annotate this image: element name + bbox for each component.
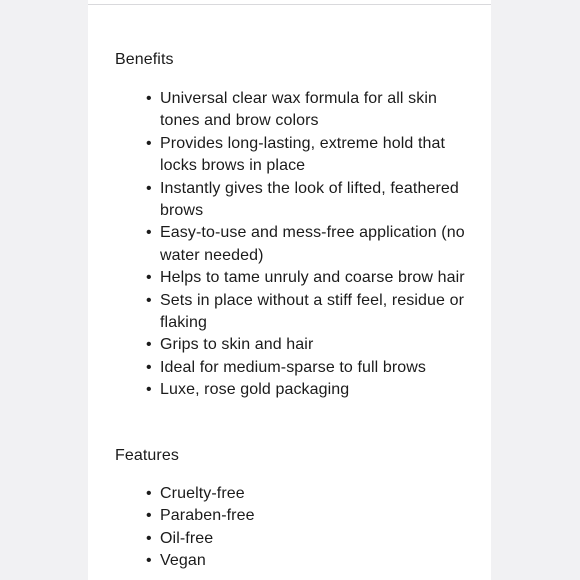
- list-item: [146, 550, 476, 572]
- benefit-text: Sets in place without a stiff feel, residue or flaking: [160, 291, 465, 332]
- bullet-icon: •: [146, 336, 152, 354]
- list-item: [146, 178, 476, 223]
- bullet-icon: •: [146, 90, 152, 107]
- bullet-icon: •: [146, 224, 152, 242]
- benefit-text: Provides long-lasting, extreme hold that locks brows in place: [160, 134, 446, 175]
- list-item: [146, 357, 476, 379]
- benefit-text: Grips to skin and hair: [160, 336, 314, 354]
- list-item: [146, 483, 476, 505]
- bullet-icon: •: [146, 552, 152, 570]
- list-item: [146, 528, 476, 550]
- list-item: [146, 290, 476, 335]
- bullet-icon: •: [146, 134, 152, 152]
- feature-text: Vegan: [160, 552, 206, 570]
- bullet-icon: •: [146, 381, 152, 399]
- bullet-icon: •: [146, 485, 152, 502]
- list-item: [146, 267, 476, 289]
- list-item: [146, 379, 476, 401]
- benefits-heading: Benefits: [115, 51, 174, 68]
- product-details-card: [88, 0, 491, 580]
- feature-text: Oil-free: [160, 529, 214, 547]
- list-item: [146, 133, 476, 178]
- list-item: [146, 505, 476, 527]
- benefit-text: Helps to tame unruly and coarse brow hair: [160, 269, 465, 287]
- benefit-text: Easy-to-use and mess-free application (no water needed): [160, 224, 465, 264]
- features-list: [146, 483, 476, 573]
- list-item: [146, 222, 476, 267]
- bullet-icon: •: [146, 358, 152, 376]
- benefits-list: [146, 88, 476, 402]
- top-divider: [88, 4, 491, 5]
- benefit-text: Ideal for medium-sparse to full brows: [160, 358, 427, 376]
- bullet-icon: •: [146, 179, 152, 197]
- list-item: [146, 88, 476, 133]
- benefit-text: Universal clear wax formula for all skin tones and brow colors: [160, 90, 437, 130]
- features-heading: Features: [115, 447, 179, 464]
- benefit-text: Luxe, rose gold packaging: [160, 381, 350, 399]
- bullet-icon: •: [146, 269, 152, 287]
- list-item: [146, 334, 476, 356]
- bullet-icon: •: [146, 291, 152, 309]
- feature-text: Cruelty-free: [160, 485, 245, 502]
- benefit-text: Instantly gives the look of lifted, feathered brows: [160, 179, 459, 220]
- bullet-icon: •: [146, 507, 152, 525]
- feature-text: Paraben-free: [160, 507, 255, 525]
- bullet-icon: •: [146, 529, 152, 547]
